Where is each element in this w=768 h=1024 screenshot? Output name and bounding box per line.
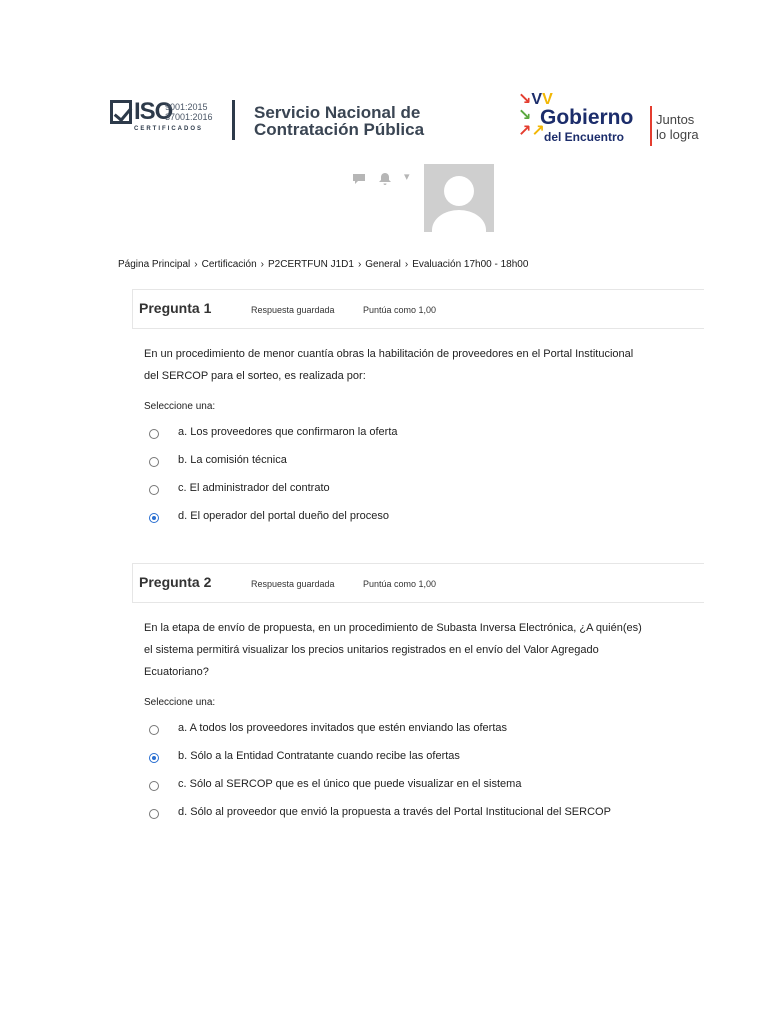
header-divider xyxy=(232,100,235,140)
avatar[interactable] xyxy=(424,164,494,232)
question-2 xyxy=(132,563,704,828)
avatar-body-shape xyxy=(432,210,486,232)
sercop-line-2: Contratación Pública xyxy=(254,120,425,139)
question-prompt: Seleccione una: xyxy=(144,401,216,412)
breadcrumb-separator: › xyxy=(194,259,198,270)
iso-standards xyxy=(165,102,213,122)
breadcrumb-course[interactable]: P2CERTFUN J1D1 xyxy=(267,259,354,270)
question-grade: Puntúa como 1,00 xyxy=(363,305,437,315)
answer-option-c[interactable] xyxy=(144,476,704,504)
question-1 xyxy=(132,289,704,532)
iso-cert-label: CERTIFICADOS xyxy=(134,126,203,132)
breadcrumb-certification[interactable]: Certificación xyxy=(201,259,257,270)
avatar-head-shape xyxy=(444,176,474,206)
user-toolbar xyxy=(350,170,420,192)
answer-label[interactable]: d. El operador del portal dueño del proceso xyxy=(178,510,389,522)
answer-label[interactable]: d. Sólo al proveedor que envió la propuesta a través del Portal Institucional del SERCOP xyxy=(178,806,611,818)
question-header xyxy=(132,563,704,603)
gobierno-title: Gobierno xyxy=(540,106,634,129)
question-header xyxy=(132,289,704,329)
answer-label[interactable]: b. Sólo a la Entidad Contratante cuando recibe las ofertas xyxy=(178,750,460,762)
radio-button[interactable] xyxy=(149,429,159,439)
iso-check-icon xyxy=(110,100,132,124)
slogan-line-1: Juntos xyxy=(656,112,695,127)
breadcrumb-home[interactable]: Página Principal xyxy=(118,259,191,270)
question-state: Respuesta guardada xyxy=(251,579,335,589)
gobierno-divider xyxy=(650,106,652,146)
radio-button-selected[interactable] xyxy=(149,513,159,523)
radio-button[interactable] xyxy=(149,457,159,467)
sercop-line-1: Servicio Nacional de xyxy=(254,103,421,122)
answer-option-d[interactable] xyxy=(144,800,704,828)
slogan-line-2: lo logra xyxy=(656,127,699,142)
iso-word: ISO xyxy=(134,98,173,125)
answer-option-a[interactable] xyxy=(144,716,704,744)
question-number: Pregunta 1 xyxy=(139,300,212,316)
iso-standard-2: 37001:2016 xyxy=(165,112,213,122)
question-state: Respuesta guardada xyxy=(251,305,335,315)
answer-option-d[interactable] xyxy=(144,504,704,532)
gobierno-subtitle: del Encuentro xyxy=(544,130,625,144)
gobierno-logo xyxy=(518,90,704,152)
notifications-icon[interactable] xyxy=(378,172,392,189)
messages-icon[interactable] xyxy=(352,172,366,189)
answer-label[interactable]: a. Los proveedores que confirmaron la oferta xyxy=(178,426,398,438)
answer-option-b[interactable] xyxy=(144,744,704,772)
answer-option-b[interactable] xyxy=(144,448,704,476)
question-number: Pregunta 2 xyxy=(139,574,212,590)
gobierno-arrows-icon: ↘VV ↘ ↗↗ xyxy=(518,91,553,140)
breadcrumb xyxy=(118,259,528,270)
radio-button[interactable] xyxy=(149,781,159,791)
answer-label[interactable]: a. A todos los proveedores invitados que estén enviando las ofertas xyxy=(178,722,507,734)
question-text: En un procedimiento de menor cuantía obras la habilitación de proveedores en el Portal Institucional del SERCOP para el sorteo, es realizada por: xyxy=(144,348,634,382)
question-text: En la etapa de envío de propuesta, en un procedimiento de Subasta Inversa Electrónica, ¿A quién(es) el sistema permitirá visualizar los precios unitarios registrados en el envío del Valor Agregado Ecuatoriano? xyxy=(144,622,642,678)
radio-button[interactable] xyxy=(149,725,159,735)
answer-label[interactable]: c. Sólo al SERCOP que es el único que puede visualizar en el sistema xyxy=(178,778,522,790)
radio-button-selected[interactable] xyxy=(149,753,159,763)
chevron-down-icon[interactable]: ▾ xyxy=(404,171,410,183)
breadcrumb-separator: › xyxy=(260,259,264,270)
question-grade: Puntúa como 1,00 xyxy=(363,579,437,589)
breadcrumb-evaluation[interactable]: Evaluación 17h00 - 18h00 xyxy=(412,259,529,270)
answer-option-c[interactable] xyxy=(144,772,704,800)
sercop-logo-text xyxy=(254,104,424,138)
breadcrumb-separator: › xyxy=(357,259,362,270)
iso-certification-logo xyxy=(110,98,214,138)
iso-standard-1: 9001:2015 xyxy=(165,102,208,112)
answer-label[interactable]: c. El administrador del contrato xyxy=(178,482,330,494)
site-header xyxy=(108,90,704,154)
breadcrumb-general[interactable]: General xyxy=(365,259,401,270)
breadcrumb-separator: › xyxy=(404,259,409,270)
radio-button[interactable] xyxy=(149,485,159,495)
question-prompt: Seleccione una: xyxy=(144,697,216,708)
radio-button[interactable] xyxy=(149,809,159,819)
answer-label[interactable]: b. La comisión técnica xyxy=(178,454,287,466)
gobierno-slogan xyxy=(656,112,699,142)
answer-option-a[interactable] xyxy=(144,420,704,448)
